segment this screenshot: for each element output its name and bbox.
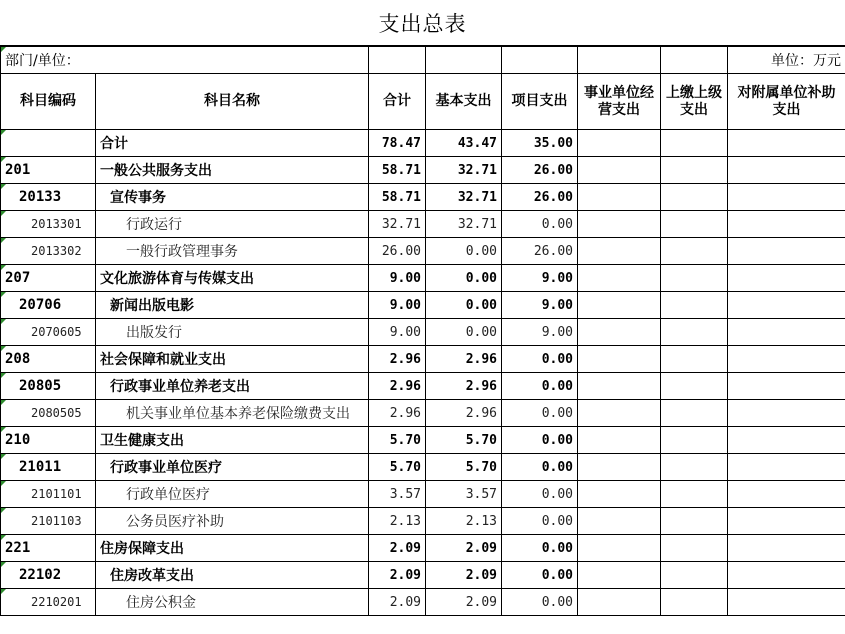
table-row bbox=[1, 265, 845, 292]
upper-cell bbox=[661, 346, 728, 373]
code-cell: 207 bbox=[1, 265, 96, 292]
project-cell: 0.00 bbox=[502, 346, 578, 373]
basic-cell: 32.71 bbox=[426, 157, 502, 184]
name-cell: 行政事业单位医疗 bbox=[96, 454, 369, 481]
total-cell: 2.09 bbox=[369, 589, 426, 616]
name-cell: 行政单位医疗 bbox=[96, 481, 369, 508]
name-cell: 卫生健康支出 bbox=[96, 427, 369, 454]
unit-label: 单位：万元 bbox=[728, 47, 845, 74]
code-cell: 210 bbox=[1, 427, 96, 454]
upper-cell bbox=[661, 562, 728, 589]
total-cell: 2.09 bbox=[369, 535, 426, 562]
upper-cell bbox=[661, 481, 728, 508]
basic-cell: 5.70 bbox=[426, 454, 502, 481]
project-cell: 0.00 bbox=[502, 454, 578, 481]
total-cell: 78.47 bbox=[369, 130, 426, 157]
table-row bbox=[1, 562, 845, 589]
name-cell: 文化旅游体育与传媒支出 bbox=[96, 265, 369, 292]
table-row bbox=[1, 238, 845, 265]
total-cell: 26.00 bbox=[369, 238, 426, 265]
table-row bbox=[1, 184, 845, 211]
name-cell: 行政运行 bbox=[96, 211, 369, 238]
info-cell bbox=[369, 47, 426, 74]
code-cell: 2013302 bbox=[1, 238, 96, 265]
table-row bbox=[1, 292, 845, 319]
name-cell: 宣传事务 bbox=[96, 184, 369, 211]
total-cell: 58.71 bbox=[369, 157, 426, 184]
project-cell: 0.00 bbox=[502, 562, 578, 589]
table-row bbox=[1, 211, 845, 238]
subsidy-cell bbox=[728, 292, 845, 319]
code-cell: 208 bbox=[1, 346, 96, 373]
code-cell: 221 bbox=[1, 535, 96, 562]
upper-cell bbox=[661, 130, 728, 157]
business-cell bbox=[578, 373, 661, 400]
table-row bbox=[1, 373, 845, 400]
name-cell: 新闻出版电影 bbox=[96, 292, 369, 319]
name-cell: 公务员医疗补助 bbox=[96, 508, 369, 535]
total-cell: 58.71 bbox=[369, 184, 426, 211]
business-cell bbox=[578, 562, 661, 589]
dept-value bbox=[96, 47, 369, 74]
code-cell: 22102 bbox=[1, 562, 96, 589]
project-cell: 26.00 bbox=[502, 238, 578, 265]
name-cell: 住房公积金 bbox=[96, 589, 369, 616]
code-cell: 2101103 bbox=[1, 508, 96, 535]
project-cell: 26.00 bbox=[502, 157, 578, 184]
business-cell bbox=[578, 400, 661, 427]
name-cell: 一般行政管理事务 bbox=[96, 238, 369, 265]
business-cell bbox=[578, 589, 661, 616]
business-cell bbox=[578, 184, 661, 211]
info-cell bbox=[661, 47, 728, 74]
code-cell: 2101101 bbox=[1, 481, 96, 508]
subsidy-cell bbox=[728, 508, 845, 535]
project-cell: 26.00 bbox=[502, 184, 578, 211]
header-subsidy: 对附属单位补助支出 bbox=[728, 74, 845, 130]
project-cell: 9.00 bbox=[502, 265, 578, 292]
header-code: 科目编码 bbox=[1, 74, 96, 130]
table-row bbox=[1, 589, 845, 616]
upper-cell bbox=[661, 292, 728, 319]
project-cell: 0.00 bbox=[502, 400, 578, 427]
business-cell bbox=[578, 454, 661, 481]
basic-cell: 0.00 bbox=[426, 319, 502, 346]
total-cell: 2.09 bbox=[369, 562, 426, 589]
info-cell bbox=[578, 47, 661, 74]
header-row bbox=[1, 74, 845, 130]
name-cell: 住房改革支出 bbox=[96, 562, 369, 589]
subsidy-cell bbox=[728, 400, 845, 427]
project-cell: 9.00 bbox=[502, 292, 578, 319]
basic-cell: 32.71 bbox=[426, 211, 502, 238]
table-row bbox=[1, 508, 845, 535]
code-cell: 21011 bbox=[1, 454, 96, 481]
table-row bbox=[1, 535, 845, 562]
business-cell bbox=[578, 535, 661, 562]
subsidy-cell bbox=[728, 373, 845, 400]
business-cell bbox=[578, 238, 661, 265]
dept-label: 部门/单位： bbox=[1, 47, 96, 74]
upper-cell bbox=[661, 454, 728, 481]
subsidy-cell bbox=[728, 184, 845, 211]
code-cell: 2013301 bbox=[1, 211, 96, 238]
header-business: 事业单位经营支出 bbox=[578, 74, 661, 130]
business-cell bbox=[578, 265, 661, 292]
total-cell: 9.00 bbox=[369, 292, 426, 319]
table-row bbox=[1, 400, 845, 427]
business-cell bbox=[578, 346, 661, 373]
upper-cell bbox=[661, 265, 728, 292]
name-cell: 出版发行 bbox=[96, 319, 369, 346]
table-row bbox=[1, 454, 845, 481]
basic-cell: 2.96 bbox=[426, 373, 502, 400]
basic-cell: 2.09 bbox=[426, 589, 502, 616]
header-upper: 上缴上级支出 bbox=[661, 74, 728, 130]
header-project: 项目支出 bbox=[502, 74, 578, 130]
project-cell: 0.00 bbox=[502, 535, 578, 562]
total-cell: 2.13 bbox=[369, 508, 426, 535]
upper-cell bbox=[661, 535, 728, 562]
upper-cell bbox=[661, 400, 728, 427]
subsidy-cell bbox=[728, 427, 845, 454]
name-cell: 住房保障支出 bbox=[96, 535, 369, 562]
total-cell: 2.96 bbox=[369, 373, 426, 400]
expense-table bbox=[0, 46, 845, 616]
subsidy-cell bbox=[728, 346, 845, 373]
project-cell: 35.00 bbox=[502, 130, 578, 157]
subsidy-cell bbox=[728, 238, 845, 265]
basic-cell: 2.13 bbox=[426, 508, 502, 535]
business-cell bbox=[578, 427, 661, 454]
upper-cell bbox=[661, 427, 728, 454]
business-cell bbox=[578, 508, 661, 535]
code-cell bbox=[1, 130, 96, 157]
subsidy-cell bbox=[728, 535, 845, 562]
basic-cell: 2.09 bbox=[426, 562, 502, 589]
project-cell: 0.00 bbox=[502, 427, 578, 454]
subsidy-cell bbox=[728, 130, 845, 157]
table-row bbox=[1, 481, 845, 508]
business-cell bbox=[578, 130, 661, 157]
code-cell: 2070605 bbox=[1, 319, 96, 346]
project-cell: 0.00 bbox=[502, 589, 578, 616]
subsidy-cell bbox=[728, 481, 845, 508]
business-cell bbox=[578, 481, 661, 508]
total-cell: 9.00 bbox=[369, 265, 426, 292]
upper-cell bbox=[661, 184, 728, 211]
basic-cell: 0.00 bbox=[426, 292, 502, 319]
name-cell: 行政事业单位养老支出 bbox=[96, 373, 369, 400]
project-cell: 0.00 bbox=[502, 508, 578, 535]
upper-cell bbox=[661, 238, 728, 265]
code-cell: 20133 bbox=[1, 184, 96, 211]
table-row bbox=[1, 346, 845, 373]
total-cell: 9.00 bbox=[369, 319, 426, 346]
header-name: 科目名称 bbox=[96, 74, 369, 130]
subsidy-cell bbox=[728, 157, 845, 184]
info-row bbox=[1, 47, 845, 74]
total-cell: 2.96 bbox=[369, 346, 426, 373]
name-cell: 机关事业单位基本养老保险缴费支出 bbox=[96, 400, 369, 427]
code-cell: 201 bbox=[1, 157, 96, 184]
total-cell: 32.71 bbox=[369, 211, 426, 238]
project-cell: 9.00 bbox=[502, 319, 578, 346]
business-cell bbox=[578, 292, 661, 319]
upper-cell bbox=[661, 373, 728, 400]
upper-cell bbox=[661, 508, 728, 535]
header-total: 合计 bbox=[369, 74, 426, 130]
subsidy-cell bbox=[728, 265, 845, 292]
subsidy-cell bbox=[728, 454, 845, 481]
total-cell: 3.57 bbox=[369, 481, 426, 508]
upper-cell bbox=[661, 157, 728, 184]
project-cell: 0.00 bbox=[502, 211, 578, 238]
business-cell bbox=[578, 157, 661, 184]
name-cell: 社会保障和就业支出 bbox=[96, 346, 369, 373]
basic-cell: 3.57 bbox=[426, 481, 502, 508]
basic-cell: 43.47 bbox=[426, 130, 502, 157]
name-cell: 合计 bbox=[96, 130, 369, 157]
table-row bbox=[1, 157, 845, 184]
subsidy-cell bbox=[728, 319, 845, 346]
basic-cell: 2.96 bbox=[426, 346, 502, 373]
header-basic: 基本支出 bbox=[426, 74, 502, 130]
code-cell: 2080505 bbox=[1, 400, 96, 427]
basic-cell: 2.09 bbox=[426, 535, 502, 562]
business-cell bbox=[578, 211, 661, 238]
name-cell: 一般公共服务支出 bbox=[96, 157, 369, 184]
code-cell: 20706 bbox=[1, 292, 96, 319]
subsidy-cell bbox=[728, 211, 845, 238]
code-cell: 20805 bbox=[1, 373, 96, 400]
project-cell: 0.00 bbox=[502, 373, 578, 400]
basic-cell: 2.96 bbox=[426, 400, 502, 427]
upper-cell bbox=[661, 319, 728, 346]
basic-cell: 0.00 bbox=[426, 238, 502, 265]
total-cell: 5.70 bbox=[369, 427, 426, 454]
code-cell: 2210201 bbox=[1, 589, 96, 616]
table-row bbox=[1, 130, 845, 157]
total-cell: 5.70 bbox=[369, 454, 426, 481]
table-row bbox=[1, 427, 845, 454]
upper-cell bbox=[661, 589, 728, 616]
project-cell: 0.00 bbox=[502, 481, 578, 508]
info-cell bbox=[426, 47, 502, 74]
business-cell bbox=[578, 319, 661, 346]
subsidy-cell bbox=[728, 562, 845, 589]
subsidy-cell bbox=[728, 589, 845, 616]
total-cell: 2.96 bbox=[369, 400, 426, 427]
table-row bbox=[1, 319, 845, 346]
info-cell bbox=[502, 47, 578, 74]
basic-cell: 5.70 bbox=[426, 427, 502, 454]
page-title: 支出总表 bbox=[0, 0, 845, 46]
basic-cell: 0.00 bbox=[426, 265, 502, 292]
basic-cell: 32.71 bbox=[426, 184, 502, 211]
upper-cell bbox=[661, 211, 728, 238]
